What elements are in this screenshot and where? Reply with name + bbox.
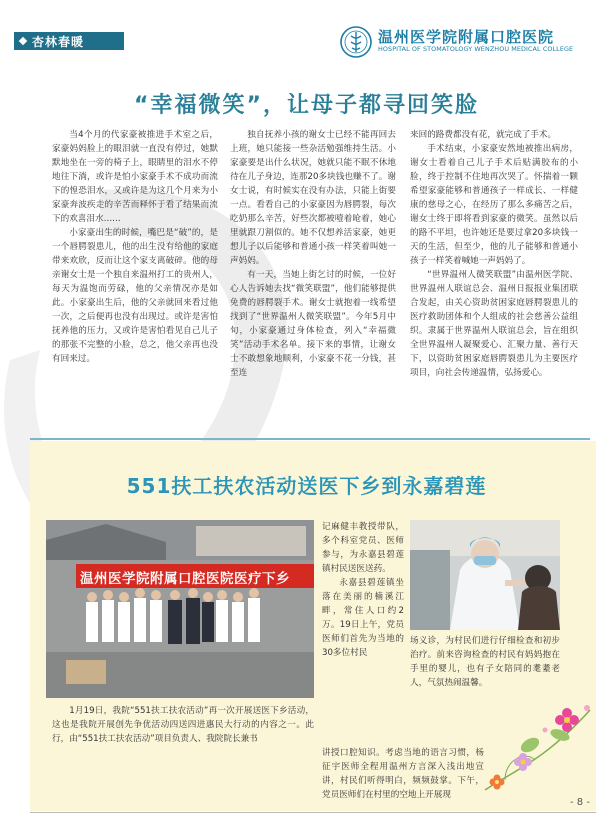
banner-text: 温州医学院附属口腔医院医疗下乡 [80,571,290,587]
hospital-name-en: HOSPITAL OF STOMATOLOGY WENZHOU MEDICAL COLLEGE [378,45,574,53]
paragraph: 来回的路费都没有花，就完成了手术。 [410,130,557,140]
paragraph: “世界温州人微笑联盟”由温州医学院、世界温州人联谊总会、温州日报报业集团联合发起，由关心资助贫困家庭唇腭裂患儿的医疗救助团体和个人组成的社会慈善公益组织。隶属于世界温州人联谊总会，旨在组织全世界温州人凝聚爱心、汇聚力量、善行天下，以资助贫困家庭唇腭裂患儿为主要医疗项目，向社会传递温情，弘扬爱心。 [410,270,578,378]
paragraph: 讲授口腔知识。考虑当地的语言习惯，杨征宇医师全程用温州方言深入浅出地宣讲，村民们听得明白，频频鼓掌。下午，党员医师们在村里的空地上开展现 [322,748,484,800]
footer-line [30,812,596,813]
column-tag [14,32,124,50]
section-divider [30,438,590,440]
article2-column-mid-bottom [322,746,484,802]
paragraph: 手术结束，小家豪安然地被推出病房，谢女士看着自己儿子手术后贴满胶布的小脸，终于控制不住地再次哭了。怀揣着一颗希望家豪能够和普通孩子一样成长、一样健康的慈母之心，在经历了那么多痛苦之后，谢女士终于即将看到家豪的微笑。虽然以后的路不平坦，也许她还是要过拿20多块钱一天的生活，但至少，他的儿子能够和普通小孩子一样笑着喊她一声妈妈了。 [410,144,578,266]
paragraph: 当4个月的代家豪被推进手术室之后，家豪妈妈脸上的眼泪就一直没有停过，她默默地坐在一旁的椅子上，眼睛里的泪水不停地往下淌，或许是怕小家豪手术不成功而流下的惶恐泪水，又或许是为这几个月来为小家豪奔波疾走的辛苦而释怀于看了结果而流下的欢喜泪水…… [52,130,218,224]
group-photo [46,520,314,698]
group-photo-illustration [46,520,314,698]
article1-column-3 [410,128,578,380]
column-tag-label: 杏林春暖 [32,34,85,49]
article2-title: 551扶工扶农活动送医下乡到永嘉碧莲 [126,474,487,498]
paragraph: 记麻健丰教授带队，多个科室党员、医师参与，为永嘉县碧莲镇村民送医送药。 [322,522,404,574]
clinic-photo-illustration [410,520,560,630]
clinic-photo [410,520,560,630]
article1-column-2 [230,128,396,380]
article2-column-mid-top [322,520,404,660]
paragraph: 永嘉县碧莲镇坐落在美丽的楠溪江畔，常住人口约2万。19日上午，党员医师们首先为当地的30多位村民 [322,578,404,658]
article1-column-1 [52,128,218,366]
paragraph: 场义诊，为村民们进行仔细检查和初步治疗。前来咨询检查的村民有妈妈抱在手里的婴儿，也有子女陪同的耄耋老人，气氛热闹温馨。 [410,636,560,688]
page-number: - 8 - [570,797,590,808]
hospital-logo [340,26,372,58]
diamond-icon [19,37,27,45]
paragraph: 独自抚养小孩的谢女士已经不能再回去上班，她只能接一些杂活勉强维持生活。小家豪要是出什么状况，她就只能不眠不休地待在儿子身边，连那20多块钱也赚不了。谢女士说，有时候实在没有办法，只能上街要一点。看看自己的小家豪因为唇腭裂，每次吃奶那么辛苦，好些次都被噎着呛着，她心里就跟刀割似的。她不仅想养活家豪，她更想儿子以后能够和普通小孩一样笑着叫她一声妈妈。 [230,130,396,266]
article2-column-right [410,634,560,690]
flower-decoration [475,690,600,800]
paragraph: 小家豪出生的时候，嘴巴是“破”的，是一个唇腭裂患儿，他的出生没有给他的家庭带来欢欣，反而让这个家支离破碎。他的母亲谢女士是一个独自来温州打工的贵州人，每天为温饱而劳碌，他的父亲情况亦是如此。小家豪出生后，他的父亲就回来看过他一次，之后便再也没有出现过。或许是害怕抚养他的压力，又或许是害怕看见自己儿子的那张不完整的小脸，总之，他父亲再也没有回来过。 [52,228,218,364]
article2-column-left [52,704,314,746]
paragraph: 有一天，当她上街乞讨的时候，一位好心人告诉她去找“微笑联盟”，他们能够提供免费的唇腭裂手术。谢女士就抱着一线希望找到了“世界温州人微笑联盟”。今年5月中旬，小家豪通过身体检查，列入“幸福微笑”活动手术名单。接下来的事情，让谢女士不敢想象地顺利，小家豪不花一分钱，甚至连 [230,270,396,378]
paragraph: 1月19日，我院“551扶工扶农活动”再一次开展送医下乡活动，这也是我院开展创先争优活动四送四进惠民大行动的内容之一。此行，由“551扶工扶农活动”项目负责人、我院院长兼书 [52,706,314,744]
hospital-name-cn: 温州医学院附属口腔医院 [378,28,555,46]
article1-title: “幸福微笑”，让母子都寻回笑脸 [134,93,479,118]
